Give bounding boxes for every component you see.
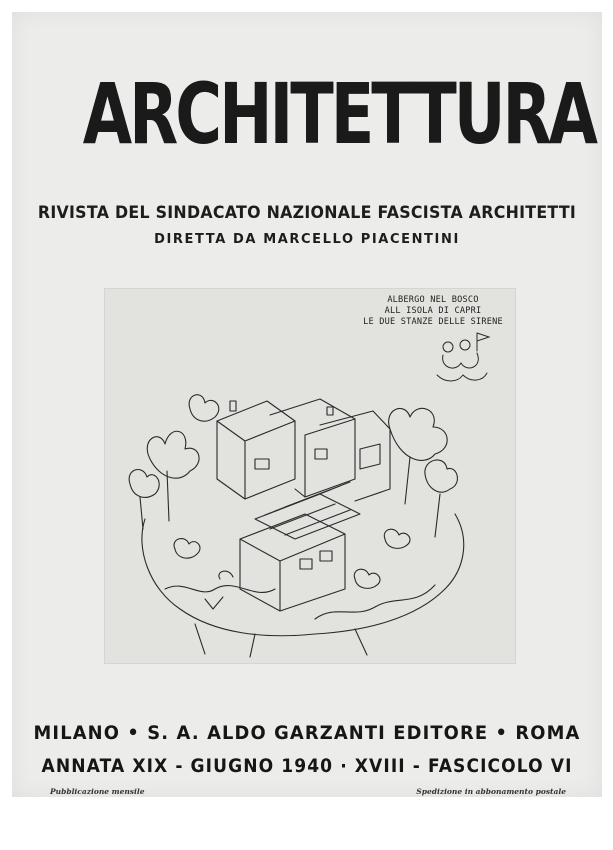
caption-line: ALBERGO NEL BOSCO <box>387 295 479 305</box>
director-line: DIRETTA DA MARCELLO PIACENTINI <box>154 232 460 247</box>
publication-frequency: Pubblicazione mensile <box>50 787 145 796</box>
cover-subtitle: RIVISTA DEL SINDACATO NAZIONALE FASCISTA ARCHITETTI <box>37 203 577 223</box>
postal-notice: Spedizione in abbonamento postale <box>416 787 566 796</box>
cover-illustration <box>104 288 516 664</box>
hotel-sketch-icon <box>105 289 515 663</box>
caption-line: LE DUE STANZE DELLE SIRENE <box>363 317 503 327</box>
magazine-cover <box>12 12 602 797</box>
masthead-title: ARCHITETTURA <box>82 65 596 163</box>
caption-line: ALL ISOLA DI CAPRI <box>384 306 482 316</box>
publisher-line: MILANO • S. A. ALDO GARZANTI EDITORE • ROMA <box>33 722 581 744</box>
illustration-caption <box>353 295 513 328</box>
issue-line: ANNATA XIX - GIUGNO 1940 · XVIII - FASCICOLO VI <box>41 755 573 777</box>
sirens-drawing-icon <box>437 333 489 381</box>
